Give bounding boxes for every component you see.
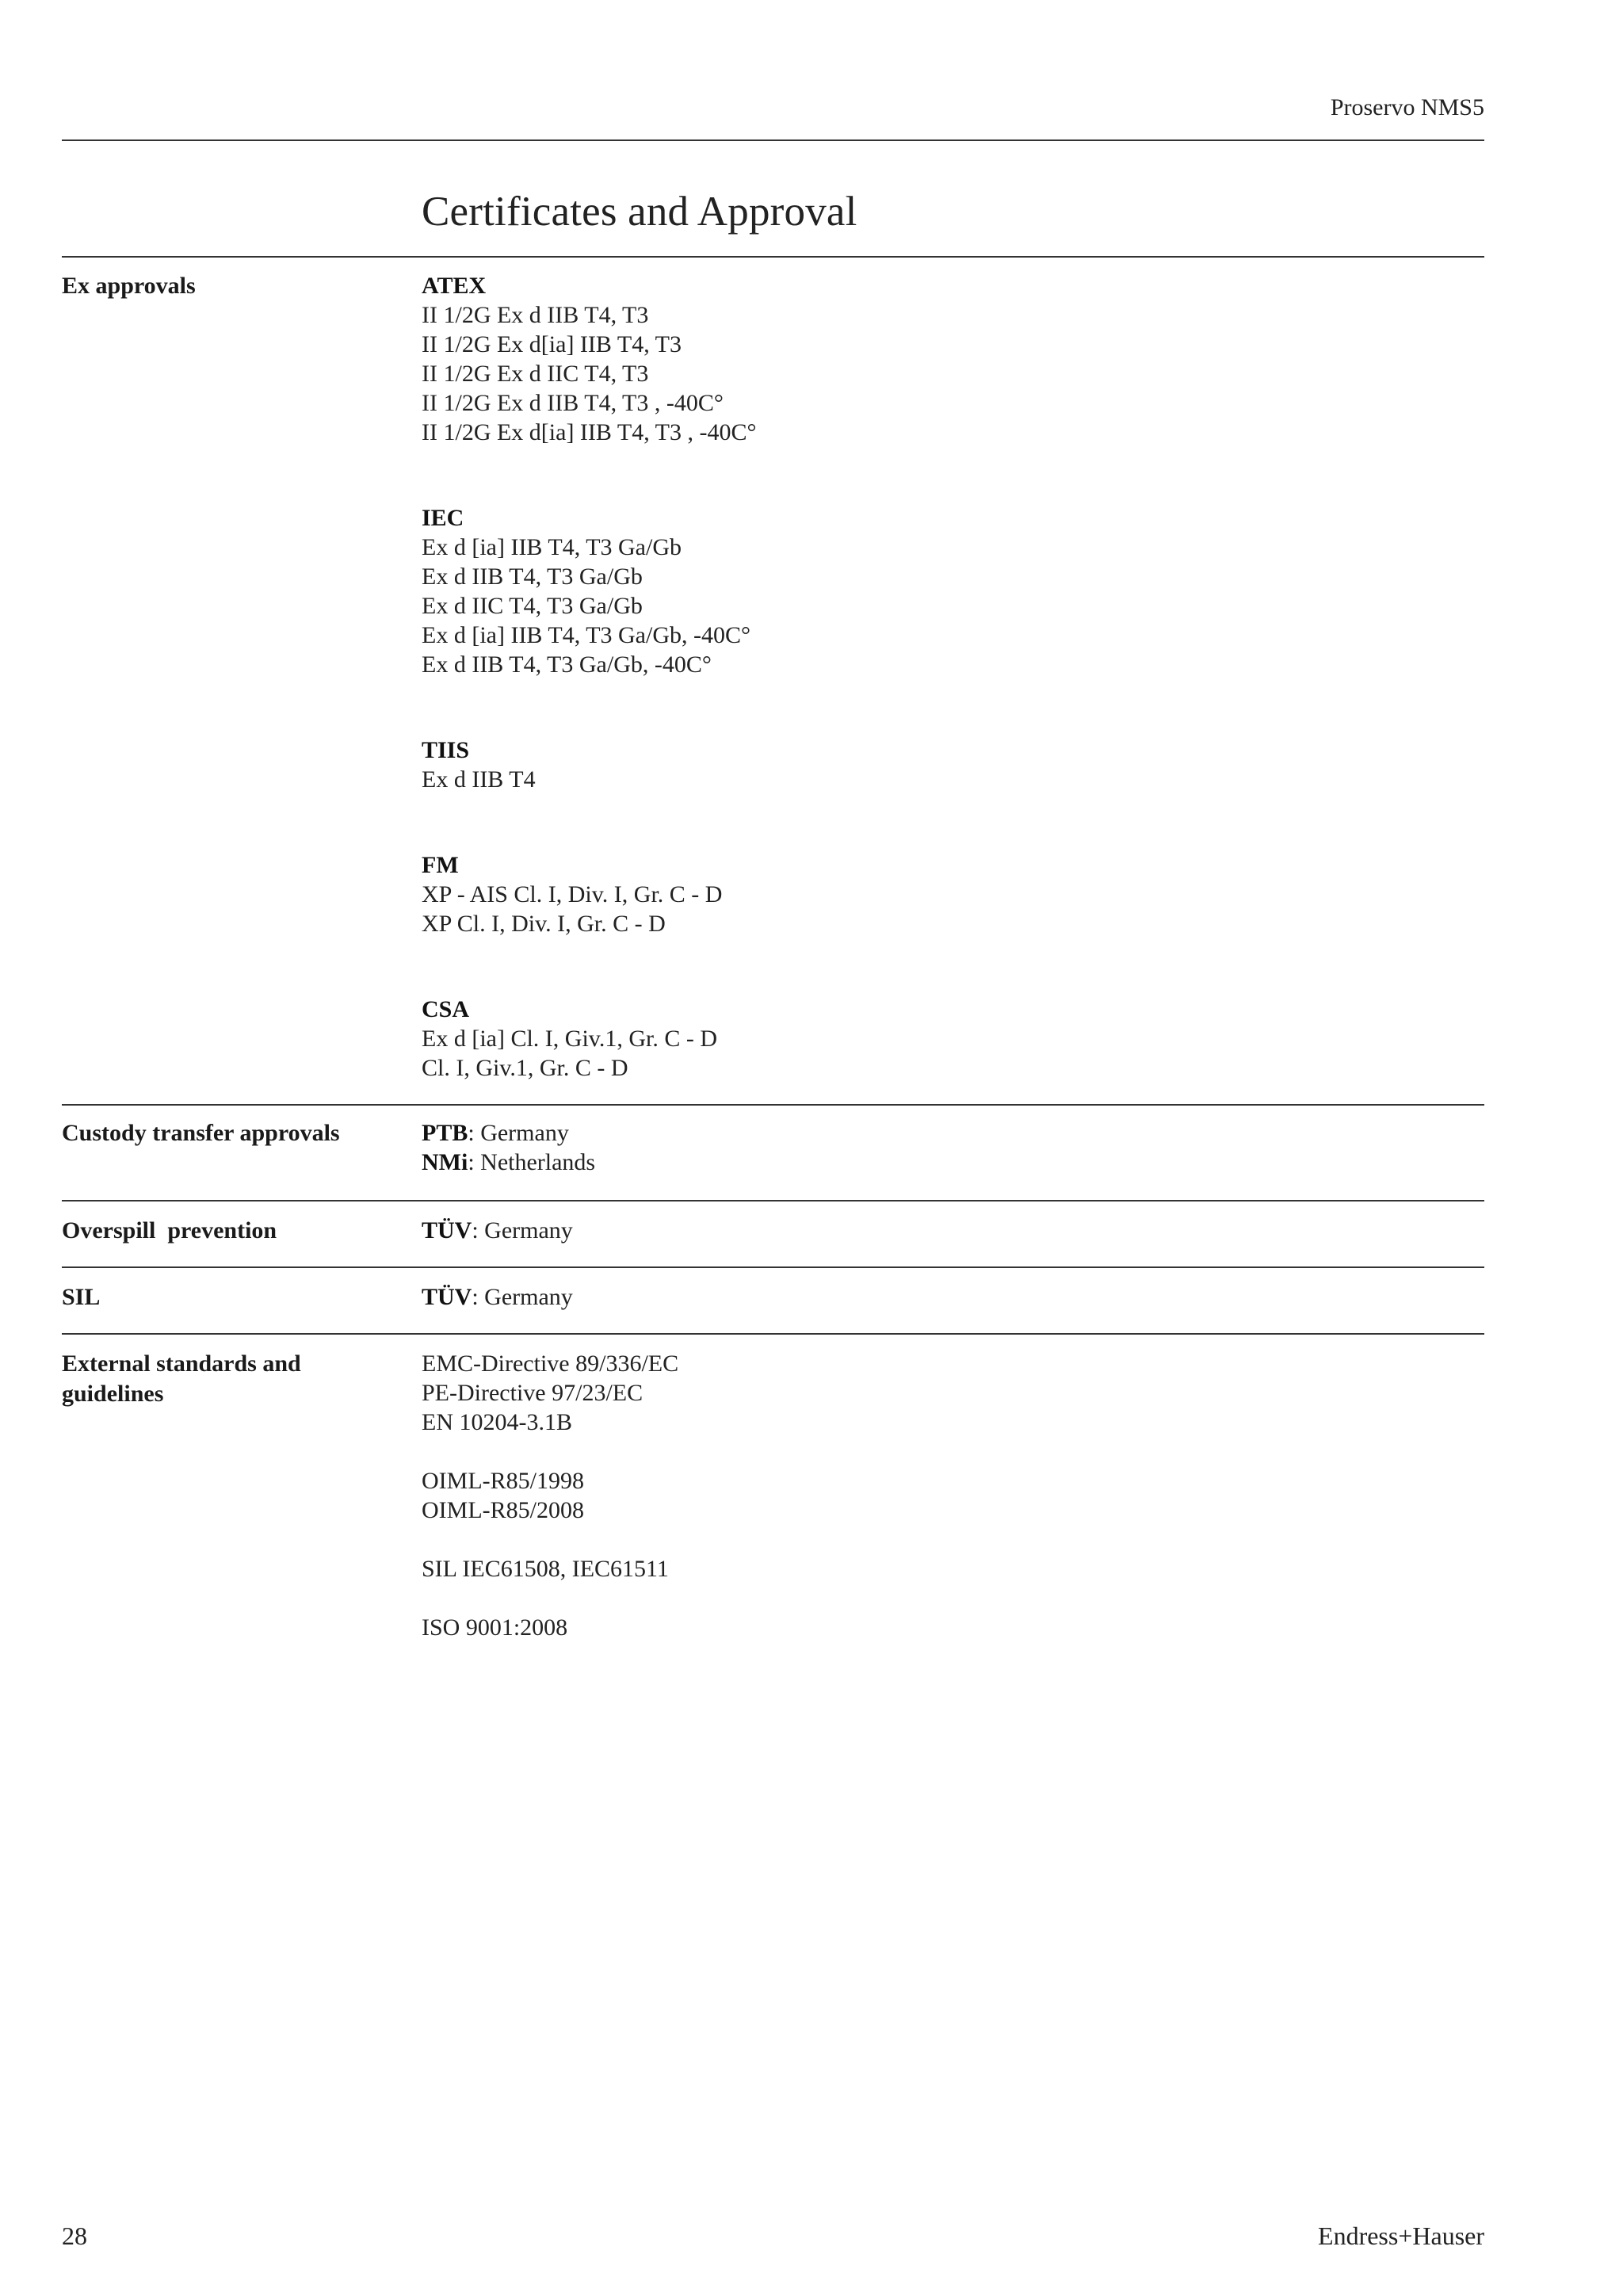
approval-country: : Germany: [468, 1120, 569, 1146]
section-rule: [62, 1266, 1484, 1268]
approval-line: Ex d IIB T4: [422, 766, 536, 793]
approval-group-atex: [422, 271, 757, 447]
approval-entry: [422, 1148, 595, 1177]
standard-line: SIL IEC61508, IEC61511: [422, 1556, 669, 1582]
standard-line: OIML-R85/2008: [422, 1497, 584, 1523]
header-product-name: Proservo NMS5: [1330, 94, 1484, 120]
section-label-custody-transfer: Custody transfer approvals: [62, 1120, 340, 1146]
approval-body: TÜV: [422, 1217, 472, 1244]
header-rule: [62, 139, 1484, 141]
approval-group-title: CSA: [422, 996, 470, 1022]
section-content-ex-approvals: [422, 271, 757, 1083]
page-title: Certificates and Approval: [422, 189, 857, 235]
approval-group-title: FM: [422, 852, 459, 878]
section-rule: [62, 1104, 1484, 1106]
standards-group: [422, 1466, 678, 1525]
approval-line: Ex d IIC T4, T3 Ga/Gb: [422, 593, 643, 619]
approval-line: Ex d [ia] IIB T4, T3 Ga/Gb, -40C°: [422, 622, 750, 648]
approval-group-title: ATEX: [422, 273, 487, 299]
approval-group-iec: [422, 503, 757, 679]
section-content-custody-transfer: [422, 1118, 595, 1177]
approval-body: NMi: [422, 1149, 468, 1175]
footer-brand: Endress+Hauser: [1318, 2222, 1484, 2250]
approval-line: XP Cl. I, Div. I, Gr. C - D: [422, 911, 666, 937]
approval-group-fm: [422, 850, 757, 938]
approval-line: II 1/2G Ex d IIB T4, T3: [422, 302, 649, 328]
approval-line: Ex d IIB T4, T3 Ga/Gb, -40C°: [422, 651, 712, 678]
section-rule: [62, 1200, 1484, 1201]
standard-line: OIML-R85/1998: [422, 1468, 584, 1494]
approval-body: PTB: [422, 1120, 468, 1146]
approval-entry: [422, 1216, 573, 1245]
approval-line: Cl. I, Giv.1, Gr. C - D: [422, 1055, 628, 1081]
approval-country: : Netherlands: [468, 1149, 596, 1175]
standard-line: EN 10204-3.1B: [422, 1409, 572, 1435]
approval-entry: [422, 1282, 573, 1312]
approval-country: : Germany: [472, 1217, 573, 1244]
footer-page-number: 28: [62, 2222, 87, 2250]
approval-line: Ex d [ia] IIB T4, T3 Ga/Gb: [422, 534, 682, 560]
approval-body: TÜV: [422, 1284, 472, 1310]
approval-entry: [422, 1118, 595, 1148]
standards-group: [422, 1554, 678, 1584]
standard-line: PE-Directive 97/23/EC: [422, 1380, 643, 1406]
section-label-overspill-prevention: Overspill prevention: [62, 1217, 277, 1244]
approval-group-tiis: [422, 735, 757, 794]
standard-line: ISO 9001:2008: [422, 1614, 568, 1641]
approval-line: Ex d [ia] Cl. I, Giv.1, Gr. C - D: [422, 1026, 718, 1052]
standard-line: EMC-Directive 89/336/EC: [422, 1350, 679, 1377]
approval-line: Ex d IIB T4, T3 Ga/Gb: [422, 563, 643, 590]
standards-group: [422, 1349, 678, 1437]
section-rule: [62, 1333, 1484, 1335]
section-content-sil: [422, 1282, 573, 1312]
section-label-external-standards: [62, 1349, 301, 1409]
title-rule: [62, 256, 1484, 258]
section-label-sil: SIL: [62, 1284, 101, 1310]
approval-line: II 1/2G Ex d[ia] IIB T4, T3: [422, 331, 682, 357]
approval-country: : Germany: [472, 1284, 573, 1310]
approval-group-title: TIIS: [422, 737, 470, 763]
approval-line: XP - AIS Cl. I, Div. I, Gr. C - D: [422, 881, 723, 907]
label-line: guidelines: [62, 1381, 164, 1407]
approval-line: II 1/2G Ex d[ia] IIB T4, T3 , -40C°: [422, 419, 757, 445]
section-label-ex-approvals: Ex approvals: [62, 273, 196, 299]
approval-group-title: IEC: [422, 505, 464, 531]
approval-line: II 1/2G Ex d IIB T4, T3 , -40C°: [422, 390, 724, 416]
section-content-external-standards: [422, 1349, 678, 1642]
approval-line: II 1/2G Ex d IIC T4, T3: [422, 361, 649, 387]
approval-group-csa: [422, 995, 757, 1083]
standards-group: [422, 1613, 678, 1642]
section-content-overspill-prevention: [422, 1216, 573, 1245]
label-line: External standards and: [62, 1350, 301, 1377]
